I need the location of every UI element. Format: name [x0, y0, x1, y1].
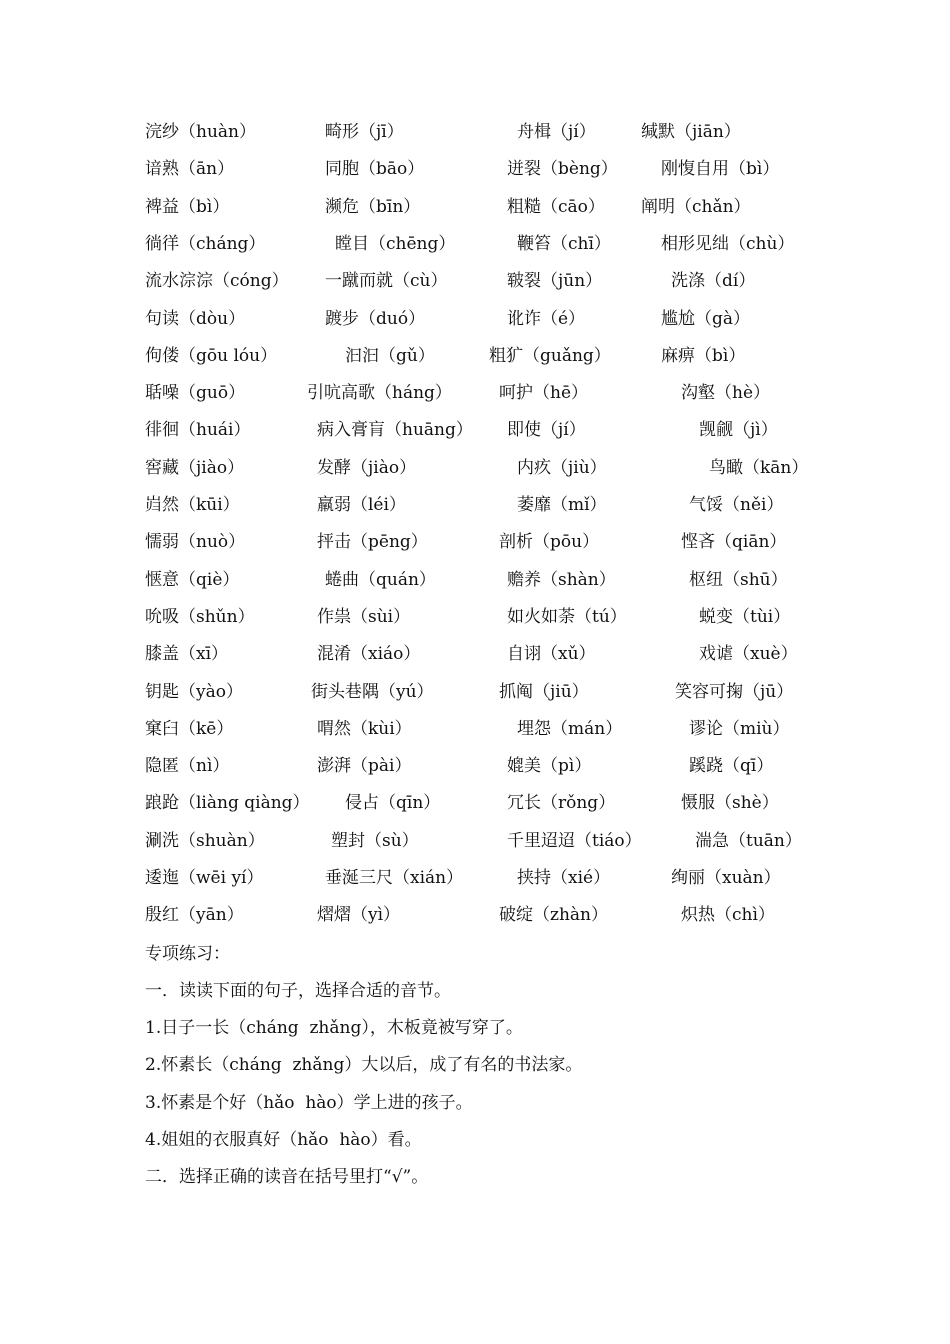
vocab-row	[0, 751, 950, 781]
vocab-entry: 徜徉（cháng）	[145, 234, 266, 254]
vocab-entry: 相形见绌（chù）	[661, 234, 795, 254]
vocab-row	[0, 863, 950, 893]
vocab-entry: 绚丽（xuàn）	[671, 868, 781, 888]
practice-sentence-2: 2.怀素长（cháng zhǎng）大以后，成了有名的书法家。	[145, 1055, 583, 1075]
vocab-entry: 皲裂（jūn）	[507, 271, 603, 291]
practice-sentence-1: 1.日子一长（cháng zhǎng），木板竟被写穿了。	[145, 1018, 523, 1038]
vocab-entry: 熠熠（yì）	[317, 905, 401, 925]
vocab-entry: 粗犷（guǎng）	[489, 346, 611, 366]
vocab-entry: 膝盖（xī）	[145, 644, 229, 664]
vocab-entry: 懦弱（nuò）	[145, 532, 246, 552]
vocab-entry: 涮洗（shuàn）	[145, 831, 265, 851]
vocab-entry: 澎湃（pài）	[317, 756, 412, 776]
vocab-entry: 沟壑（hè）	[681, 383, 771, 403]
vocab-entry: 剖析（pōu）	[499, 532, 600, 552]
vocab-entry: 刚愎自用（bì）	[661, 159, 780, 179]
vocab-entry: 畸形（jī）	[325, 122, 404, 142]
vocab-row	[0, 341, 950, 371]
vocab-row	[0, 565, 950, 595]
vocab-entry: 鞭笞（chī）	[517, 234, 611, 254]
vocab-entry: 缄默（jiān）	[641, 122, 741, 142]
vocab-entry: 作祟（sùi）	[317, 607, 411, 627]
vocab-entry: 自诩（xǔ）	[507, 644, 596, 664]
vocab-entry: 侵占（qīn）	[345, 793, 441, 813]
vocab-entry: 汩汩（gǔ）	[345, 346, 435, 366]
vocab-entry: 塑封（sù）	[331, 831, 419, 851]
vocab-row	[0, 192, 950, 222]
vocab-entry: 萎靡（mǐ）	[517, 495, 607, 515]
vocab-row	[0, 527, 950, 557]
vocab-entry: 埋怨（mán）	[517, 719, 623, 739]
vocab-entry: 迸裂（bèng）	[507, 159, 618, 179]
vocab-entry: 岿然（kūi）	[145, 495, 240, 515]
vocab-row	[0, 788, 950, 818]
vocab-entry: 觊觎（jì）	[699, 420, 778, 440]
vocab-entry: 踉跄（liàng qiàng）	[145, 793, 310, 813]
vocab-entry: 窠臼（kē）	[145, 719, 234, 739]
vocab-entry: 吮吸（shǔn）	[145, 607, 255, 627]
vocab-entry: 同胞（bāo）	[325, 159, 425, 179]
vocab-entry: 句读（dòu）	[145, 309, 246, 329]
vocab-entry: 枢纽（shū）	[689, 570, 788, 590]
vocab-entry: 惬意（qiè）	[145, 570, 240, 590]
vocab-row	[0, 229, 950, 259]
practice-heading: 专项练习：	[145, 944, 230, 964]
vocab-entry: 羸弱（léi）	[317, 495, 406, 515]
vocab-row	[0, 453, 950, 483]
vocab-entry: 谙熟（ān）	[145, 159, 235, 179]
vocab-row	[0, 714, 950, 744]
vocab-entry: 裨益（bì）	[145, 197, 230, 217]
vocab-entry: 隐匿（nì）	[145, 756, 230, 776]
vocab-entry: 窖藏（jiào）	[145, 458, 245, 478]
vocab-entry: 踱步（duó）	[325, 309, 426, 329]
vocab-entry: 垂涎三尺（xián）	[325, 868, 464, 888]
vocab-entry: 谬论（miù）	[689, 719, 790, 739]
vocab-entry: 破绽（zhàn）	[499, 905, 608, 925]
vocab-entry: 佝偻（gōu lóu）	[145, 346, 278, 366]
vocab-entry: 聒噪（guō）	[145, 383, 246, 403]
vocab-row	[0, 826, 950, 856]
vocab-entry: 戏谑（xuè）	[699, 644, 798, 664]
vocab-entry: 麻痹（bì）	[661, 346, 746, 366]
vocab-entry: 挟持（xié）	[517, 868, 611, 888]
vocab-entry: 浣纱（huàn）	[145, 122, 256, 142]
vocab-entry: 瞠目（chēng）	[335, 234, 456, 254]
vocab-row	[0, 639, 950, 669]
vocab-entry: 蜕变（tùi）	[699, 607, 791, 627]
vocab-entry: 殷红（yān）	[145, 905, 244, 925]
vocab-entry: 徘徊（huái）	[145, 420, 251, 440]
vocab-entry: 内疚（jiù）	[517, 458, 607, 478]
vocab-entry: 洗涤（dí）	[671, 271, 756, 291]
vocab-entry: 发酵（jiào）	[317, 458, 417, 478]
vocab-entry: 湍急（tuān）	[695, 831, 802, 851]
vocab-entry: 粗糙（cāo）	[507, 197, 605, 217]
vocab-entry: 病入膏肓（huāng）	[317, 420, 473, 440]
vocab-entry: 阐明（chǎn）	[641, 197, 751, 217]
vocab-entry: 一蹴而就（cù）	[325, 271, 448, 291]
section-two-title: 二．选择正确的读音在括号里打“√”。	[145, 1167, 429, 1187]
vocab-entry: 钥匙（yào）	[145, 682, 243, 702]
vocab-entry: 鸟瞰（kān）	[709, 458, 809, 478]
vocab-entry: 抨击（pēng）	[317, 532, 428, 552]
vocab-row	[0, 677, 950, 707]
vocab-row	[0, 117, 950, 147]
vocab-entry: 逶迤（wēi yí）	[145, 868, 264, 888]
vocab-entry: 笑容可掬（jū）	[675, 682, 794, 702]
vocab-entry: 蹊跷（qī）	[689, 756, 774, 776]
vocab-entry: 呵护（hē）	[499, 383, 589, 403]
vocab-entry: 引吭高歌（háng）	[307, 383, 452, 403]
practice-sentence-3: 3.怀素是个好（hǎo hào）学上进的孩子。	[145, 1093, 473, 1113]
practice-sentence-4: 4.姐姐的衣服真好（hǎo hào）看。	[145, 1130, 422, 1150]
vocab-entry: 冗长（rǒng）	[507, 793, 616, 813]
vocab-row	[0, 415, 950, 445]
vocab-entry: 赡养（shàn）	[507, 570, 616, 590]
vocab-entry: 蜷曲（quán）	[325, 570, 436, 590]
vocab-row	[0, 304, 950, 334]
vocab-entry: 慑服（shè）	[681, 793, 779, 813]
vocab-entry: 流水淙淙（cóng）	[145, 271, 289, 291]
section-one-title: 一．读读下面的句子，选择合适的音节。	[145, 981, 451, 1001]
vocab-row	[0, 900, 950, 930]
vocab-row	[0, 490, 950, 520]
vocab-entry: 抓阄（jiū）	[499, 682, 589, 702]
vocab-entry: 街头巷隅（yú）	[311, 682, 434, 702]
vocab-row	[0, 378, 950, 408]
vocab-entry: 舟楫（jí）	[517, 122, 596, 142]
vocab-entry: 千里迢迢（tiáo）	[507, 831, 642, 851]
vocab-row	[0, 266, 950, 296]
vocab-entry: 混淆（xiáo）	[317, 644, 421, 664]
vocab-row	[0, 602, 950, 632]
vocab-entry: 喟然（kùi）	[317, 719, 412, 739]
vocab-entry: 如火如荼（tú）	[507, 607, 627, 627]
vocab-entry: 媲美（pì）	[507, 756, 592, 776]
vocab-entry: 讹诈（é）	[507, 309, 586, 329]
vocab-entry: 气馁（něi）	[689, 495, 784, 515]
vocab-entry: 濒危（bīn）	[325, 197, 421, 217]
vocab-entry: 悭吝（qiān）	[681, 532, 787, 552]
vocab-entry: 尴尬（gà）	[661, 309, 751, 329]
vocab-entry: 即使（jí）	[507, 420, 586, 440]
vocab-row	[0, 154, 950, 184]
vocab-entry: 炽热（chì）	[681, 905, 775, 925]
